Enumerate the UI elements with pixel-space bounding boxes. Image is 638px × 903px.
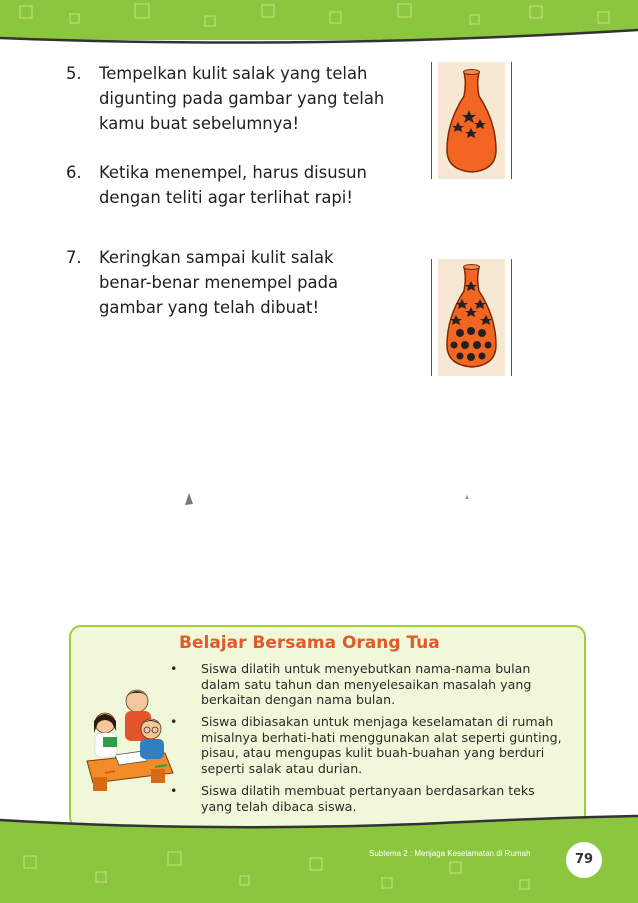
parent-learning-box — [69, 625, 586, 829]
step-text: Ketika menempel, harus disusun dengan teliti agar terlihat rapi! — [99, 163, 367, 207]
step-text: Tempelkan kulit salak yang telah digunting pada gambar yang telah kamu buat sebelumnya! — [99, 64, 385, 133]
bullet-dot: • — [170, 661, 178, 676]
family-study-illustration — [85, 681, 178, 798]
footer-subtheme: Subtema 2 : Menjaga Keselamatan di Rumah — [369, 849, 531, 858]
step-number: 5. — [66, 64, 82, 83]
parent-section-title: Belajar Bersama Orang Tua — [179, 633, 440, 653]
scan-mark — [184, 492, 194, 506]
step-number: 6. — [66, 163, 82, 182]
vase-with-stars-illustration — [431, 62, 512, 179]
scan-dot — [464, 494, 470, 500]
step-text: Keringkan sampai kulit salak benar-benar menempel pada gambar yang telah dibuat! — [99, 248, 339, 317]
bullet-text: Siswa dibiasakan untuk menjaga keselamatan di rumah misalnya berhati-hati menggunakan alat seperti gunting, pisau, atau mengupas kulit buah-buahan yang berduri seperti salak atau durian. — [201, 714, 562, 776]
page-number: 79 — [563, 839, 605, 881]
bullet-dot: • — [170, 783, 178, 798]
bullet-text: Siswa dilatih membuat pertanyaan berdasarkan teks yang telah dibaca siswa. — [201, 783, 535, 814]
footer-band — [0, 806, 638, 903]
vase-decorated-illustration — [431, 259, 512, 376]
step-number: 7. — [66, 248, 82, 267]
bullet-dot: • — [170, 714, 178, 729]
bullet-text: Siswa dilatih untuk menyebutkan nama-nama bulan dalam satu tahun dan menyelesaikan masalah yang berkaitan dengan nama bulan. — [201, 661, 532, 708]
header-band — [0, 0, 638, 58]
